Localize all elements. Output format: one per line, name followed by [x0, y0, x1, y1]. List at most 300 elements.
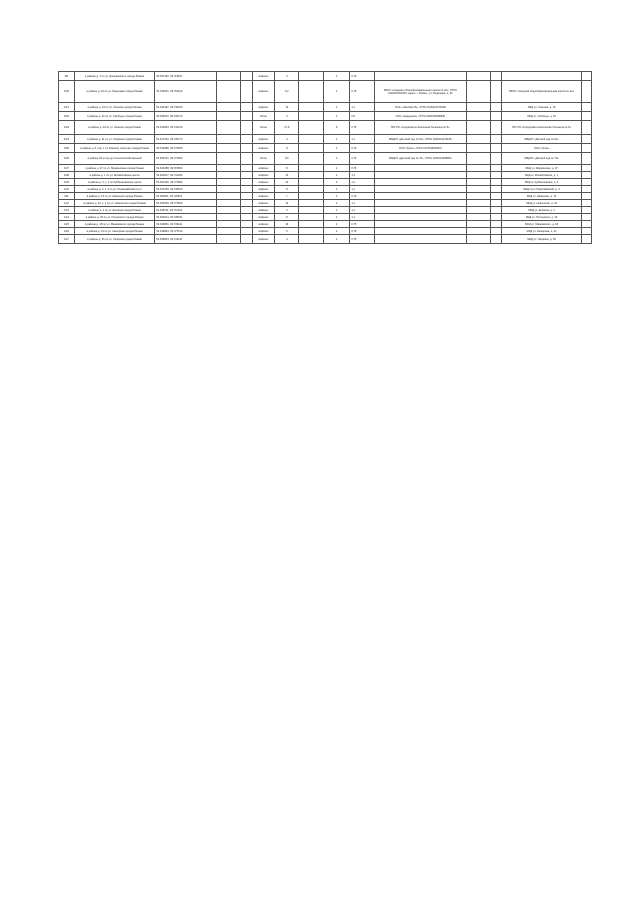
cell-empty	[466, 165, 490, 172]
cell-owner	[374, 221, 466, 228]
cell-empty	[582, 81, 592, 103]
cell-empty	[299, 235, 323, 244]
cell-empty	[491, 103, 502, 112]
cell-org: МБДОУ «Детский сад № 91»	[501, 135, 582, 144]
cell-vol: 0,75	[350, 235, 374, 244]
cell-area: 4	[275, 72, 299, 81]
cell-coord: 54.624525, 39.773640	[155, 200, 216, 207]
cell-empty	[241, 144, 253, 153]
cell-empty	[299, 221, 323, 228]
cell-empty	[299, 228, 323, 235]
cell-empty	[299, 165, 323, 172]
cell-cnt: 1	[323, 103, 349, 112]
cell-empty	[299, 186, 323, 193]
cell-type: асфальт	[252, 221, 274, 228]
cell-vol: 0,75	[350, 144, 374, 153]
cell-empty	[491, 144, 502, 153]
cell-cnt: 1	[323, 193, 349, 200]
cell-vol: 0,75	[350, 165, 374, 172]
cell-empty	[299, 172, 323, 179]
cell-area: 8	[275, 144, 299, 153]
cell-org: МКД ш. Михайловское, д. 1	[501, 172, 582, 179]
cell-coord: 54.630611, 39.729541	[155, 193, 216, 200]
cell-empty	[216, 144, 240, 153]
cell-area: 12	[275, 200, 299, 207]
cell-empty	[491, 165, 502, 172]
cell-owner	[374, 228, 466, 235]
table-row	[59, 193, 592, 200]
cell-area: 4	[275, 112, 299, 121]
cell-empty	[241, 165, 253, 172]
cell-empty	[241, 135, 253, 144]
cell-org: ООО «Трио»	[501, 144, 582, 153]
cell-cnt: 2	[323, 221, 349, 228]
cell-org: МКД ул. Есенина, д. 2	[501, 207, 582, 214]
cell-type: бетон	[252, 121, 274, 135]
cell-addr: в районе д. 26 по ул. Радищева города Рязани	[74, 81, 155, 103]
cell-n: 111	[59, 193, 75, 200]
cell-empty	[216, 214, 240, 221]
cell-empty	[491, 135, 502, 144]
cell-owner	[374, 200, 466, 207]
cell-vol: 0,75	[350, 221, 374, 228]
cell-org: МБДОУ «Детский сад № 79»	[501, 153, 582, 165]
cell-owner	[374, 172, 466, 179]
cell-coord: 54.617245, 39.738513	[155, 186, 216, 193]
cell-cnt: 1	[323, 112, 349, 121]
cell-org: МКД ул. Свободы, д. 10	[501, 112, 582, 121]
cell-addr: в районе д. 13 по ул. Шевченко города Рязани	[74, 193, 155, 200]
cell-addr: в районе д. 40 по ул. Полонского города Рязани	[74, 214, 155, 221]
cell-empty	[241, 112, 253, 121]
cell-empty	[299, 72, 323, 81]
cell-owner: ООО «Академия», ОГРН 1066234008990	[374, 112, 466, 121]
table-row	[59, 235, 592, 244]
cell-empty	[216, 121, 240, 135]
cell-n: 109	[59, 179, 75, 186]
cell-addr: в районе д. 10 по ул. Свободы города Рязани	[74, 112, 155, 121]
cell-empty	[216, 200, 240, 207]
cell-area: 7	[275, 193, 299, 200]
cell-area: 5,2	[275, 81, 299, 103]
cell-n: 117	[59, 235, 75, 244]
table-row	[59, 200, 592, 207]
table-row	[59, 165, 592, 172]
cell-empty	[582, 153, 592, 165]
cell-cnt: 2	[323, 179, 349, 186]
cell-empty	[466, 193, 490, 200]
cell-empty	[466, 179, 490, 186]
cell-empty	[299, 179, 323, 186]
cell-empty	[466, 172, 490, 179]
cell-empty	[241, 235, 253, 244]
cell-empty	[466, 121, 490, 135]
cell-type: асфальт	[252, 72, 274, 81]
cell-cnt: 1	[323, 72, 349, 81]
cell-coord: 54.617252, 39.739773	[155, 135, 216, 144]
cell-org: МКД ул. Новоселов, д. 22	[501, 200, 582, 207]
cell-n: 107	[59, 165, 75, 172]
cell-n: 113	[59, 207, 75, 214]
cell-empty	[491, 200, 502, 207]
cell-area: 10	[275, 179, 299, 186]
cell-owner: ГБУ РО «Городская клиническая больница № 5»	[374, 121, 466, 135]
cell-empty	[491, 221, 502, 228]
cell-vol: 0,75	[350, 121, 374, 135]
cell-empty	[582, 214, 592, 221]
cell-empty	[582, 200, 592, 207]
cell-type: бетон	[252, 153, 274, 165]
cell-empty	[466, 200, 490, 207]
cell-empty	[582, 103, 592, 112]
cell-area: 8	[275, 186, 299, 193]
cell-area: 5,6	[275, 153, 299, 165]
cell-n: 106	[59, 153, 75, 165]
cell-org: МКД ул. Чкалова, д. 15	[501, 103, 582, 112]
cell-empty	[299, 81, 323, 103]
cell-owner	[374, 179, 466, 186]
cell-addr: в районе д. 4, к. 1 по Куйбышевскому шоссе	[74, 179, 155, 186]
table-body	[59, 72, 592, 244]
cell-owner	[374, 72, 466, 81]
cell-empty	[466, 235, 490, 244]
cell-coord: 54.619486, 39.775935	[155, 144, 216, 153]
cell-empty	[241, 179, 253, 186]
cell-empty	[582, 207, 592, 214]
cell-vol: 1,1	[350, 207, 374, 214]
table-row	[59, 172, 592, 179]
cell-empty	[582, 228, 592, 235]
cell-area: 8	[275, 214, 299, 221]
cell-addr: в районе 29 по пр-ду Сельскохозяйственный	[74, 153, 155, 165]
cell-empty	[241, 221, 253, 228]
document-table	[58, 71, 592, 244]
cell-empty	[491, 81, 502, 103]
cell-area: 12	[275, 103, 299, 112]
cell-n: 102	[59, 112, 75, 121]
cell-empty	[241, 153, 253, 165]
cell-coord: 54.603617, 39.741393	[155, 172, 216, 179]
cell-cnt: 1	[323, 214, 349, 221]
cell-empty	[466, 103, 490, 112]
cell-empty	[582, 144, 592, 153]
cell-empty	[491, 214, 502, 221]
cell-coord: 54.618923, 39.727514	[155, 228, 216, 235]
cell-empty	[466, 135, 490, 144]
cell-type: асфальт	[252, 228, 274, 235]
cell-empty	[216, 153, 240, 165]
cell-empty	[216, 235, 240, 244]
cell-coord: 54.637192, 39.716547	[155, 72, 216, 81]
cell-area: 5	[275, 228, 299, 235]
cell-empty	[582, 72, 592, 81]
cell-type: асфальт	[252, 103, 274, 112]
cell-empty	[216, 103, 240, 112]
cell-n: 110	[59, 186, 75, 193]
cell-empty	[299, 193, 323, 200]
table-row	[59, 81, 592, 103]
cell-empty	[491, 235, 502, 244]
cell-org	[501, 72, 582, 81]
cell-vol: 0,75	[350, 72, 374, 81]
cell-empty	[491, 72, 502, 81]
cell-empty	[216, 172, 240, 179]
cell-area: 4	[275, 135, 299, 144]
cell-type: асфальт	[252, 207, 274, 214]
table-row	[59, 207, 592, 214]
cell-empty	[491, 207, 502, 214]
cell-addr: в районе д. 27 по ул. Мервинская города Рязани	[74, 165, 155, 172]
cell-n: 112	[59, 200, 75, 207]
cell-addr: в районе д. 35 по ул. Гагарина города Рязани	[74, 235, 155, 244]
table-row	[59, 221, 592, 228]
cell-n: 105	[59, 144, 75, 153]
cell-type: бетон	[252, 112, 274, 121]
cell-empty	[466, 186, 490, 193]
cell-empty	[299, 135, 323, 144]
cell-empty	[216, 72, 240, 81]
cell-cnt: 1	[323, 165, 349, 172]
cell-coord: 54.621426, 39.773836	[155, 179, 216, 186]
cell-addr: в районе д. 22, к. 1 по ул. Новоселов города Рязани	[74, 200, 155, 207]
cell-empty	[241, 72, 253, 81]
table-row	[59, 179, 592, 186]
table-row	[59, 121, 592, 135]
table-row	[59, 228, 592, 235]
cell-empty	[241, 207, 253, 214]
cell-empty	[491, 193, 502, 200]
cell-type: асфальт	[252, 235, 274, 244]
cell-vol: 0,75	[350, 193, 374, 200]
cell-addr: в районе д. 2 по ул. Есенина города Рязани	[74, 207, 155, 214]
cell-area: 8	[275, 165, 299, 172]
cell-empty	[216, 221, 240, 228]
cell-type: асфальт	[252, 81, 274, 103]
cell-owner	[374, 235, 466, 244]
cell-empty	[491, 121, 502, 135]
cell-addr: в районе д. 21 по ул. Каширина города Рязани	[74, 228, 155, 235]
cell-type: асфальт	[252, 165, 274, 172]
cell-coord: 54.631397, 39.746225	[155, 103, 216, 112]
cell-coord: 54.626994, 39.744149	[155, 121, 216, 135]
cell-empty	[466, 207, 490, 214]
cell-empty	[299, 214, 323, 221]
cell-addr: в районе д. 1 по ул. Михайловское шоссе	[74, 172, 155, 179]
cell-cnt: 1	[323, 235, 349, 244]
cell-cnt: 2	[323, 200, 349, 207]
cell-empty	[491, 179, 502, 186]
cell-empty	[299, 103, 323, 112]
cell-area: 10	[275, 172, 299, 179]
cell-empty	[466, 72, 490, 81]
cell-coord: 54.616891, 39.739411	[155, 221, 216, 228]
cell-empty	[491, 112, 502, 121]
cell-empty	[216, 193, 240, 200]
cell-type: асфальт	[252, 172, 274, 179]
table-row	[59, 112, 592, 121]
cell-coord: 54.660731, 39.774839	[155, 153, 216, 165]
cell-empty	[299, 144, 323, 153]
cell-n: 108	[59, 172, 75, 179]
cell-owner	[374, 214, 466, 221]
cell-cnt: 1	[323, 144, 349, 153]
cell-n: 115	[59, 221, 75, 228]
cell-vol: 0,75	[350, 228, 374, 235]
cell-vol: 1,1	[350, 200, 374, 207]
cell-org: МКД ул. Гагарина, д. 35	[501, 235, 582, 244]
cell-type: асфальт	[252, 200, 274, 207]
cell-area: 17,6	[275, 121, 299, 135]
cell-empty	[216, 165, 240, 172]
cell-area: 4	[275, 235, 299, 244]
cell-owner	[374, 193, 466, 200]
cell-empty	[299, 121, 323, 135]
table-row	[59, 103, 592, 112]
cell-addr: в районе д. 15 по ул. Чкалова города Рязани	[74, 103, 155, 112]
cell-empty	[241, 186, 253, 193]
cell-org: МКД ш. Куйбышевское, д. 4	[501, 179, 582, 186]
cell-empty	[241, 228, 253, 235]
cell-org: МКД ул. Маяковского, д. 18	[501, 221, 582, 228]
cell-empty	[491, 172, 502, 179]
cell-area: 16	[275, 221, 299, 228]
cell-org: МКД ул. Каширина, д. 21	[501, 228, 582, 235]
cell-n: 100	[59, 81, 75, 103]
cell-type: асфальт	[252, 135, 274, 144]
cell-type: асфальт	[252, 144, 274, 153]
cell-n: 101	[59, 103, 75, 112]
cell-org: МКД ул. Мервинская, д. 27	[501, 165, 582, 172]
waste-sites-table	[58, 71, 592, 244]
table-row	[59, 153, 592, 165]
cell-addr: в районе д. 4, к. 2 по ул. Первомайский пр-кт	[74, 186, 155, 193]
cell-empty	[466, 153, 490, 165]
cell-empty	[491, 228, 502, 235]
cell-empty	[241, 214, 253, 221]
cell-empty	[582, 179, 592, 186]
cell-owner: МКОУ «Средняя общеобразовательная школа № 22», ОГРН 1026201264240, адрес: г. Рязань, ул. Радищева, д. 26	[374, 81, 466, 103]
cell-org: ГБУ РО «Городская клиническая больница № 5»	[501, 121, 582, 135]
cell-coord: 54.628711, 39.741234	[155, 207, 216, 214]
cell-cnt: 1	[323, 81, 349, 103]
cell-empty	[216, 135, 240, 144]
cell-empty	[466, 228, 490, 235]
cell-n: 114	[59, 214, 75, 221]
table-row	[59, 144, 592, 153]
cell-cnt: 1	[323, 228, 349, 235]
cell-coord: 54.625834, 39.734211	[155, 235, 216, 244]
cell-owner: ООО «Трио», ОГРН 1176234000974	[374, 144, 466, 153]
cell-owner: ТСЖ «Чкалова 15», ОГРН 1026201078190	[374, 103, 466, 112]
cell-vol: 1,1	[350, 179, 374, 186]
cell-empty	[466, 112, 490, 121]
cell-empty	[299, 153, 323, 165]
cell-empty	[466, 81, 490, 103]
cell-empty	[216, 81, 240, 103]
cell-addr: в районе д. 91 по ул. Гагарина города Рязани	[74, 135, 155, 144]
cell-empty	[216, 207, 240, 214]
cell-empty	[466, 214, 490, 221]
cell-addr: в районе д. 49 по ул. Ленина города Рязани	[74, 121, 155, 135]
table-row	[59, 186, 592, 193]
cell-vol: 1,1	[350, 172, 374, 179]
cell-coord: 54.633541, 39.754160	[155, 81, 216, 103]
cell-empty	[466, 144, 490, 153]
cell-vol: 1,1	[350, 214, 374, 221]
cell-n: 116	[59, 228, 75, 235]
cell-empty	[582, 172, 592, 179]
cell-cnt: 1	[323, 186, 349, 193]
cell-empty	[216, 112, 240, 121]
table-row	[59, 72, 592, 81]
cell-org: МКД ул. Полонского, д. 40	[501, 214, 582, 221]
cell-vol: 1,1	[350, 103, 374, 112]
cell-vol: 1,1	[350, 135, 374, 144]
cell-empty	[216, 186, 240, 193]
cell-coord: 54.621688, 39.715654	[155, 165, 216, 172]
cell-empty	[582, 221, 592, 228]
cell-addr: в районе д. 18 по ул. Маяковского города Рязани	[74, 221, 155, 228]
cell-empty	[582, 121, 592, 135]
cell-type: асфальт	[252, 186, 274, 193]
cell-cnt: 1	[323, 153, 349, 165]
cell-coord: 54.629214, 39.728331	[155, 214, 216, 221]
cell-empty	[241, 193, 253, 200]
cell-empty	[582, 193, 592, 200]
table-row	[59, 214, 592, 221]
cell-empty	[241, 200, 253, 207]
cell-empty	[491, 186, 502, 193]
cell-empty	[299, 207, 323, 214]
cell-empty	[299, 112, 323, 121]
cell-empty	[582, 112, 592, 121]
cell-empty	[216, 179, 240, 186]
cell-empty	[582, 235, 592, 244]
cell-cnt: 6	[323, 121, 349, 135]
cell-owner	[374, 165, 466, 172]
cell-cnt: 1	[323, 207, 349, 214]
cell-n: 103	[59, 121, 75, 135]
cell-owner: МБДОУ «Детский сад № 79», ОГРН 1026201268800	[374, 153, 466, 165]
cell-empty	[582, 165, 592, 172]
cell-empty	[241, 121, 253, 135]
cell-empty	[466, 221, 490, 228]
cell-vol: 1,1	[350, 186, 374, 193]
cell-addr: в районе д. 5, кор. 1 по Южному переулку города Рязани	[74, 144, 155, 153]
cell-empty	[241, 103, 253, 112]
cell-empty	[582, 135, 592, 144]
cell-n: 104	[59, 135, 75, 144]
cell-vol: 0,75	[350, 81, 374, 103]
cell-owner: МБДОУ «Детский сад № 91», ОГРН 1026201270108	[374, 135, 466, 144]
cell-vol: 0,75	[350, 153, 374, 165]
cell-empty	[491, 153, 502, 165]
cell-owner	[374, 186, 466, 193]
cell-area: 4	[275, 207, 299, 214]
cell-type: асфальт	[252, 193, 274, 200]
cell-empty	[299, 200, 323, 207]
cell-addr: в районе д. 1 по ул. Дзержинского города Рязани	[74, 72, 155, 81]
cell-owner	[374, 207, 466, 214]
cell-empty	[216, 228, 240, 235]
cell-org: МКД пр-кт Первомайский, д. 4	[501, 186, 582, 193]
cell-empty	[241, 81, 253, 103]
cell-empty	[241, 172, 253, 179]
cell-org: МКД ул. Шевченко, д. 13	[501, 193, 582, 200]
cell-empty	[582, 186, 592, 193]
cell-cnt: 1	[323, 135, 349, 144]
cell-coord: 54.630372, 39.736273	[155, 112, 216, 121]
